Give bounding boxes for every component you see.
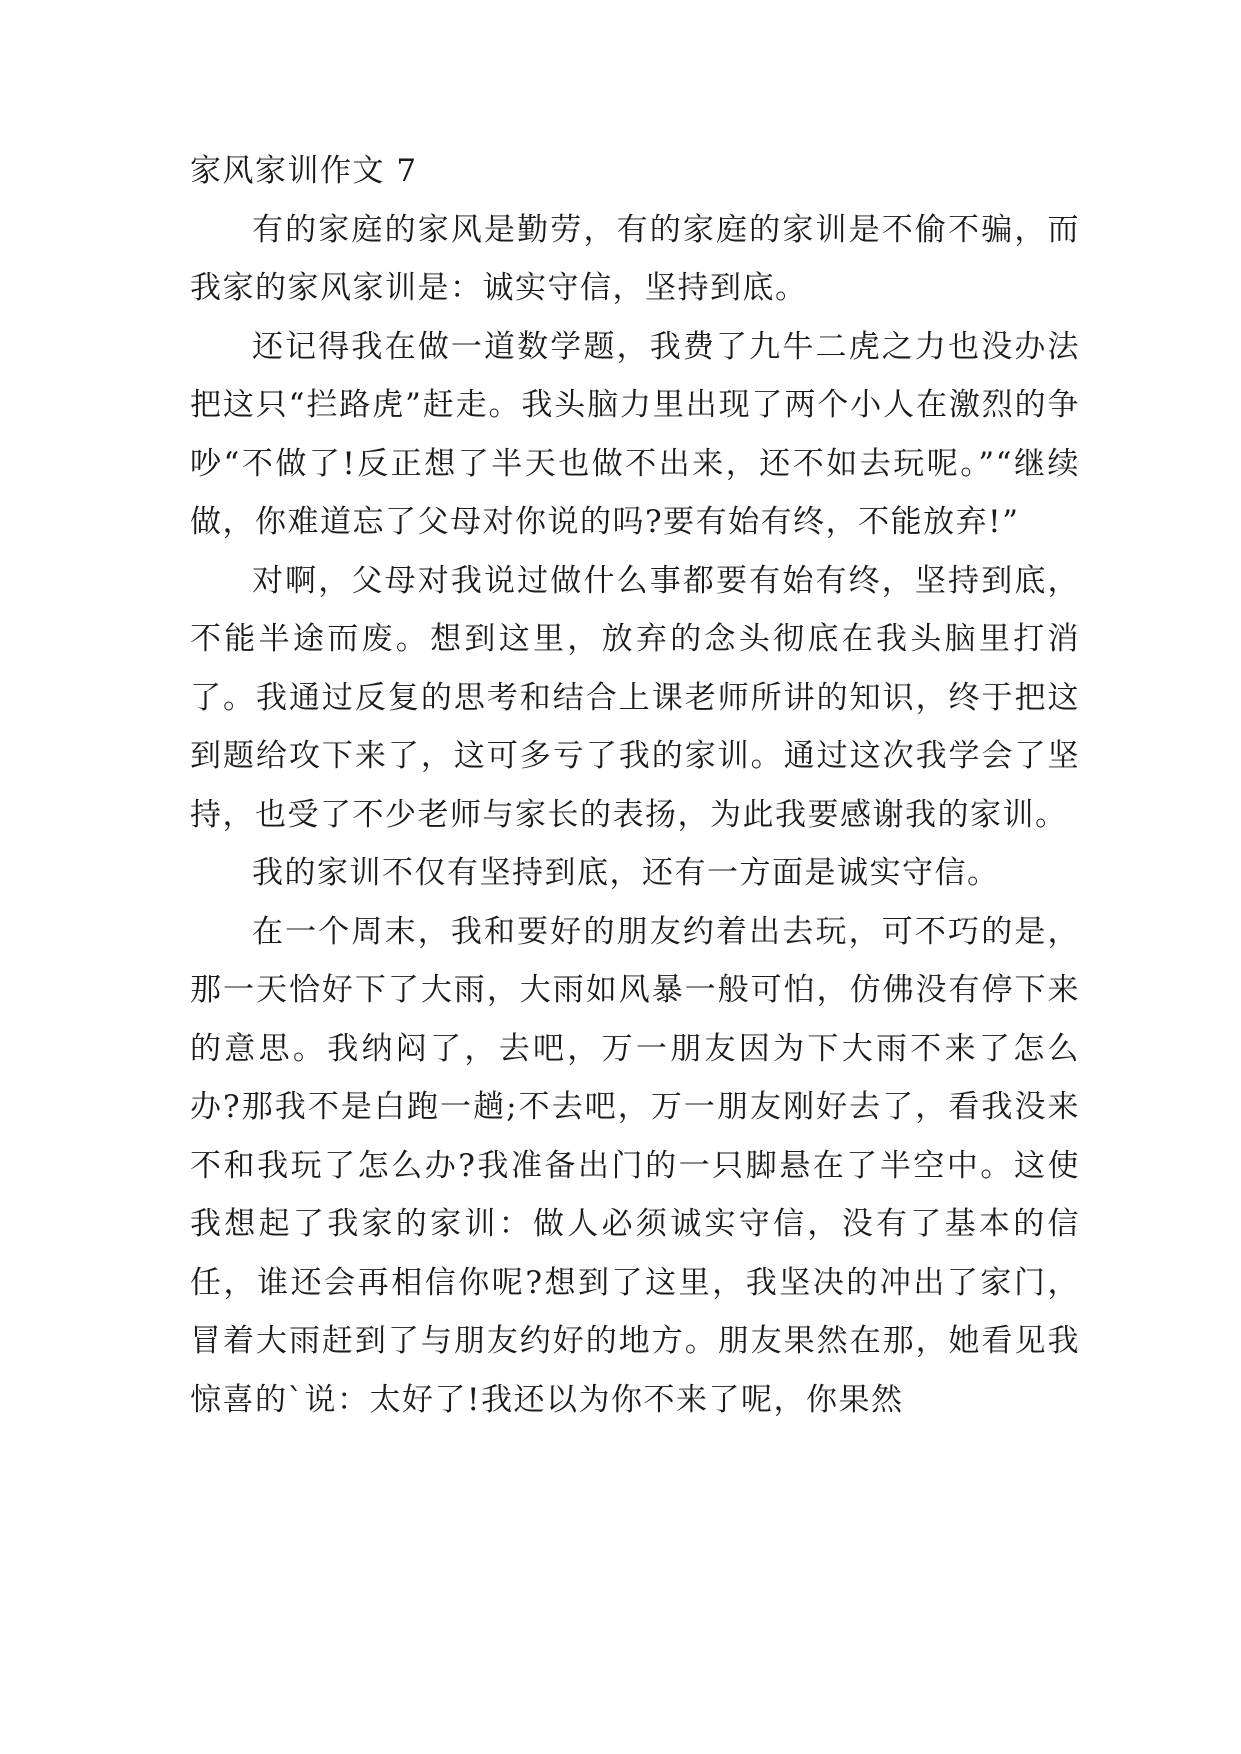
essay-title: 家风家训作文 7 bbox=[190, 153, 418, 189]
paragraph-2: 还记得我在做一道数学题，我费了九牛二虎之力也没办法把这只“拦路虎”赶走。我头脑力里出现了两个小人在激烈的争吵“不做了!反正想了半天也做不出来，还不如去玩呢。”“继续做，你难道忘了父母对你说的吗?要有始有终，不能放弃!” bbox=[190, 328, 1080, 540]
paragraph-3: 对啊，父母对我说过做什么事都要有始有终，坚持到底，不能半途而废。想到这里，放弃的念头彻底在我头脑里打消了。我通过反复的思考和结合上课老师所讲的知识，终于把这到题给攻下来了，这可多亏了我的家训。通过这次我学会了坚持，也受了不少老师与家长的表扬，为此我要感谢我的家训。 bbox=[190, 562, 1080, 833]
paragraph-4: 我的家训不仅有坚持到底，还有一方面是诚实守信。 bbox=[252, 855, 1000, 891]
paragraph-1: 有的家庭的家风是勤劳，有的家庭的家训是不偷不骗，而我家的家风家训是：诚实守信，坚持到底。 bbox=[190, 211, 1080, 306]
paragraph-5: 在一个周末，我和要好的朋友约着出去玩，可不巧的是，那一天恰好下了大雨，大雨如风暴一般可怕，仿佛没有停下来的意思。我纳闷了，去吧，万一朋友因为下大雨不来了怎么办?那我不是白跑一趟;不去吧，万一朋友刚好去了，看我没来不和我玩了怎么办?我准备出门的一只脚悬在了半空中。这使我想起了我家的家训：做人必须诚实守信，没有了基本的信任，谁还会再相信你呢?想到了这里，我坚决的冲出了家门，冒着大雨赶到了与朋友约好的地方。朋友果然在那，她看见我惊喜的`说：太好了!我还以为你不来了呢，你果然 bbox=[190, 913, 1080, 1418]
essay-body bbox=[190, 142, 1080, 1429]
